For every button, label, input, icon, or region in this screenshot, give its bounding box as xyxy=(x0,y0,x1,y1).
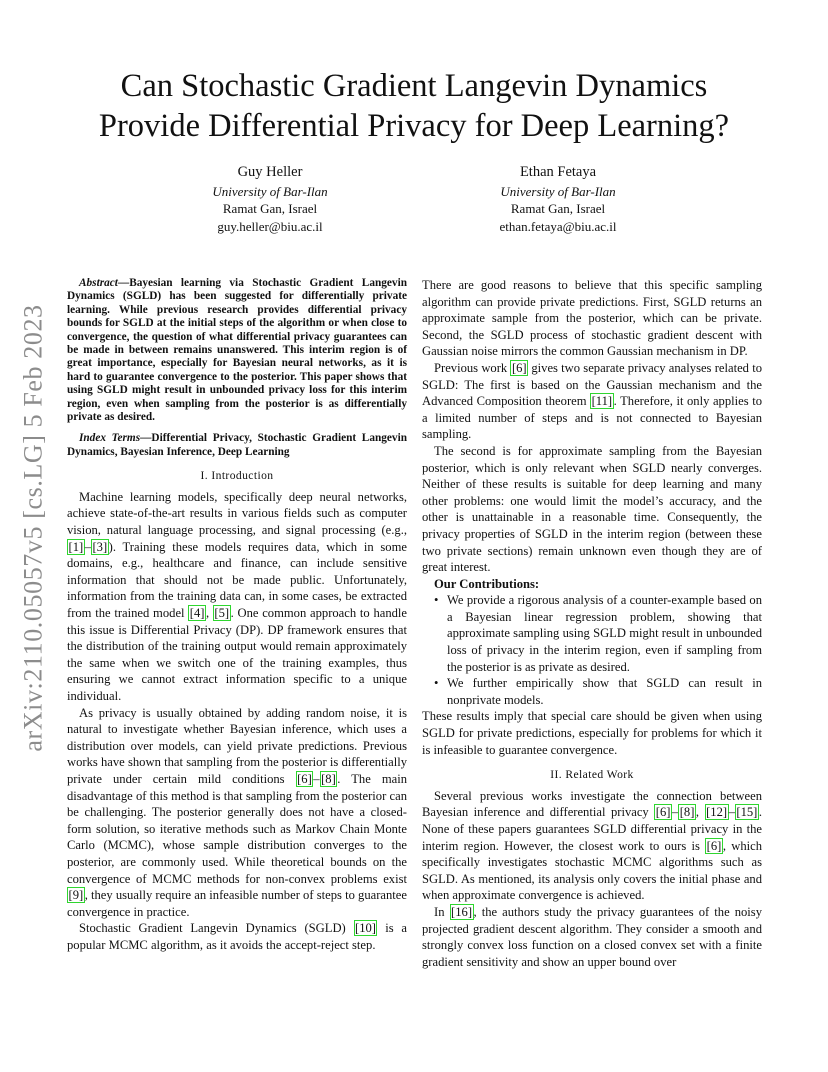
section-heading-introduction: I. Introduction xyxy=(200,469,274,483)
paper-title xyxy=(60,66,768,146)
text-run: – xyxy=(313,771,320,786)
arxiv-identifier xyxy=(14,292,54,764)
text-run: As privacy is usually obtained by adding random noise, it is natural to investigate whether Bayesian inference, which uses a distribution over models, can yield private predictions. Previous works have shown that sampling from the posterior is differentially private under certain mild conditions xyxy=(67,705,407,786)
intro-paragraph-2 xyxy=(67,705,407,921)
author-name: Ethan Fetaya xyxy=(519,164,597,180)
citation-link[interactable]: [9] xyxy=(68,888,84,903)
text-run: – xyxy=(84,539,91,554)
abstract-label: Abstract xyxy=(79,277,118,289)
text-run: , xyxy=(695,805,705,820)
citation-link[interactable]: [3] xyxy=(92,539,108,554)
text-run: . One common approach to handle this issue is Differential Privacy (DP). DP framework ensures that the distribution of the training output would remain approximately the same when we switch one of the training examples, thus ensuring we cannot extract information specific to a unique individual. xyxy=(67,606,408,703)
text-run: , xyxy=(205,606,213,621)
citation-link[interactable]: [1] xyxy=(68,539,84,554)
right-paragraph-3: The second is for approximate sampling from the Bayesian posterior, which is only relevant when SGLD nearly converges. Neither of these results is suitable for deep learning and many other problems: one would limit the model’s accuracy, and the other is unattainable in a reasonable time. Consequently, the privacy properties of SGLD in the interim region (between these two private sections) remain unknown even though they are of great interest. xyxy=(422,443,762,575)
author-block-2 xyxy=(428,164,688,235)
text-run: . The main disadvantage of this method is that sampling from the posterior can be challenging. The posterior generally does not have a closed-form solution, so iterative methods such as Markov Chain Monte Carlo (MCMC), whose sample distribution converges to the posterior, are commonly used. While theoretical bounds on the convergence of MCMC methods for non-convex problems exist xyxy=(67,771,407,886)
author-block-1 xyxy=(140,164,400,235)
index-terms-label: Index Terms xyxy=(79,432,141,445)
citation-link[interactable]: [5] xyxy=(214,606,230,621)
text-run: ). Training these models requires data, which in some domains, e.g., healthcare and finance, can include sensitive information that should not be made public. Unfortunately, information from the training data can, in some cases, be extracted from the trained model xyxy=(67,539,407,621)
citation-link[interactable]: [15] xyxy=(736,805,758,820)
citation-link[interactable]: [6] xyxy=(297,771,312,786)
text-run: , which specifically investigates stochastic MCMC algorithms such as SGLD. As mentioned, its analysis only covers the initial phase and when approximate convergence is achieved. xyxy=(422,838,762,903)
related-paragraph-1 xyxy=(422,788,762,904)
contributions-heading: Our Contributions: xyxy=(434,576,540,591)
index-terms-text: —Differential Privacy, Stochastic Gradient Langevin Dynamics, Bayesian Inference, Deep Learning xyxy=(67,432,408,458)
intro-paragraph-3 xyxy=(67,920,407,953)
section-heading-related-work: II. Related Work xyxy=(550,768,634,782)
bullet-icon: • xyxy=(434,676,439,691)
citation-link[interactable]: [6] xyxy=(655,805,671,820)
list-item xyxy=(422,592,762,675)
citation-link[interactable]: [4] xyxy=(189,606,205,621)
text-run: Several previous works investigate the connection between Bayesian inference and differential privacy xyxy=(422,788,762,820)
author-email[interactable]: guy.heller@biu.ac.il xyxy=(217,218,323,234)
author-location: Ramat Gan, Israel xyxy=(222,201,318,216)
intro-paragraph-1 xyxy=(67,489,407,705)
text-run: – xyxy=(671,805,679,820)
citation-link[interactable]: [8] xyxy=(679,805,695,820)
text-run: Previous work xyxy=(434,360,511,375)
index-terms xyxy=(67,432,407,459)
text-run: is a popular MCMC algorithm, as it avoids the accept-reject step. xyxy=(67,921,407,952)
right-paragraph-2 xyxy=(422,360,762,443)
citation-link[interactable]: [11] xyxy=(591,394,613,409)
abstract-text: —Bayesian learning via Stochastic Gradient Langevin Dynamics (SGLD) has been suggested for differentially private learning. While previous research provides differential privacy bounds for SGLD at the initial steps of the algorithm or when close to convergence, the question of what differential privacy guarantees can be made in between remains unanswered. This interim region is of great importance, especially for Bayesian neural networks, as it is hard to guarantee convergence to the posterior. This paper shows that using SGLD might result in unbounded privacy loss for this interim region, even when sampling from the posterior is as differentially private as desired. xyxy=(67,277,407,424)
author-affiliation: University of Bar-Ilan xyxy=(212,183,328,199)
text-run: Stochastic Gradient Langevin Dynamics (SGLD) xyxy=(79,921,354,936)
title-line-2: Provide Differential Privacy for Deep Learning? xyxy=(98,108,730,144)
title-line-1: Can Stochastic Gradient Langevin Dynamics xyxy=(120,68,708,104)
contributions-list xyxy=(422,592,762,708)
list-item-text: We further empirically show that SGLD can result in nonprivate models. xyxy=(447,676,762,707)
arxiv-identifier-text: arXiv:2110.05057v5 [cs.LG] 5 Feb 2023 xyxy=(19,304,49,752)
citation-link[interactable]: [16] xyxy=(451,904,473,919)
related-paragraph-2 xyxy=(422,904,762,970)
citation-link[interactable]: [6] xyxy=(511,360,527,375)
text-run: Machine learning models, specifically deep neural networks, achieve state-of-the-art results in various fields such as computer vision, natural language processing, and signal processing (e.g., xyxy=(67,489,407,538)
right-paragraph-1: There are good reasons to believe that this specific sampling algorithm can provide private predictions. First, SGLD returns an approximate sample from the posterior, which can be private. Second, the SGLD process of stochastic gradient descent with Gaussian noise mirrors the common Gaussian mechanism in DP. xyxy=(422,278,762,359)
text-run: , the authors study the privacy guarantees of the noisy projected gradient descent algorithm. They consider a smooth and strongly convex loss function on a closed convex set with a finite gradient sensitivity and show an upper bound over xyxy=(422,904,762,969)
text-run: . None of these papers guarantees SGLD differential privacy in the interim region. However, the closest work to ours is xyxy=(422,805,763,853)
author-affiliation: University of Bar-Ilan xyxy=(500,183,616,199)
left-column xyxy=(67,277,407,954)
citation-link[interactable]: [6] xyxy=(706,838,722,853)
author-location: Ramat Gan, Israel xyxy=(510,201,606,216)
list-item xyxy=(422,675,762,708)
right-column xyxy=(422,277,762,970)
text-run: , they usually require an infeasible number of steps to guarantee convergence in practice. xyxy=(67,888,407,919)
bullet-icon: • xyxy=(434,593,439,608)
text-run: . Therefore, it only applies to a limited number of steps and is not connected to Bayesian sampling. xyxy=(422,394,762,442)
abstract xyxy=(67,277,407,424)
text-run: gives two separate privacy analyses related to SGLD: The first is based on the Gaussian mechanism and the Advanced Composition theorem xyxy=(422,360,762,409)
text-run: In xyxy=(434,904,450,919)
right-paragraph-4: These results imply that special care should be given when using SGLD for private predictions, especially for problems for which it is infeasible to guarantee convergence. xyxy=(422,709,762,757)
citation-link[interactable]: [12] xyxy=(706,805,728,820)
list-item-text: We provide a rigorous analysis of a counter-example based on a Bayesian linear regression problem, showing that approximate sampling using SGLD might result in unbounded loss of privacy in the interim region, even if sampling from the posterior is as private as desired. xyxy=(447,593,762,674)
citation-link[interactable]: [10] xyxy=(355,921,376,936)
citation-link[interactable]: [8] xyxy=(321,771,336,786)
author-name: Guy Heller xyxy=(237,164,303,180)
author-email[interactable]: ethan.fetaya@biu.ac.il xyxy=(499,218,617,234)
text-run: – xyxy=(728,805,735,820)
